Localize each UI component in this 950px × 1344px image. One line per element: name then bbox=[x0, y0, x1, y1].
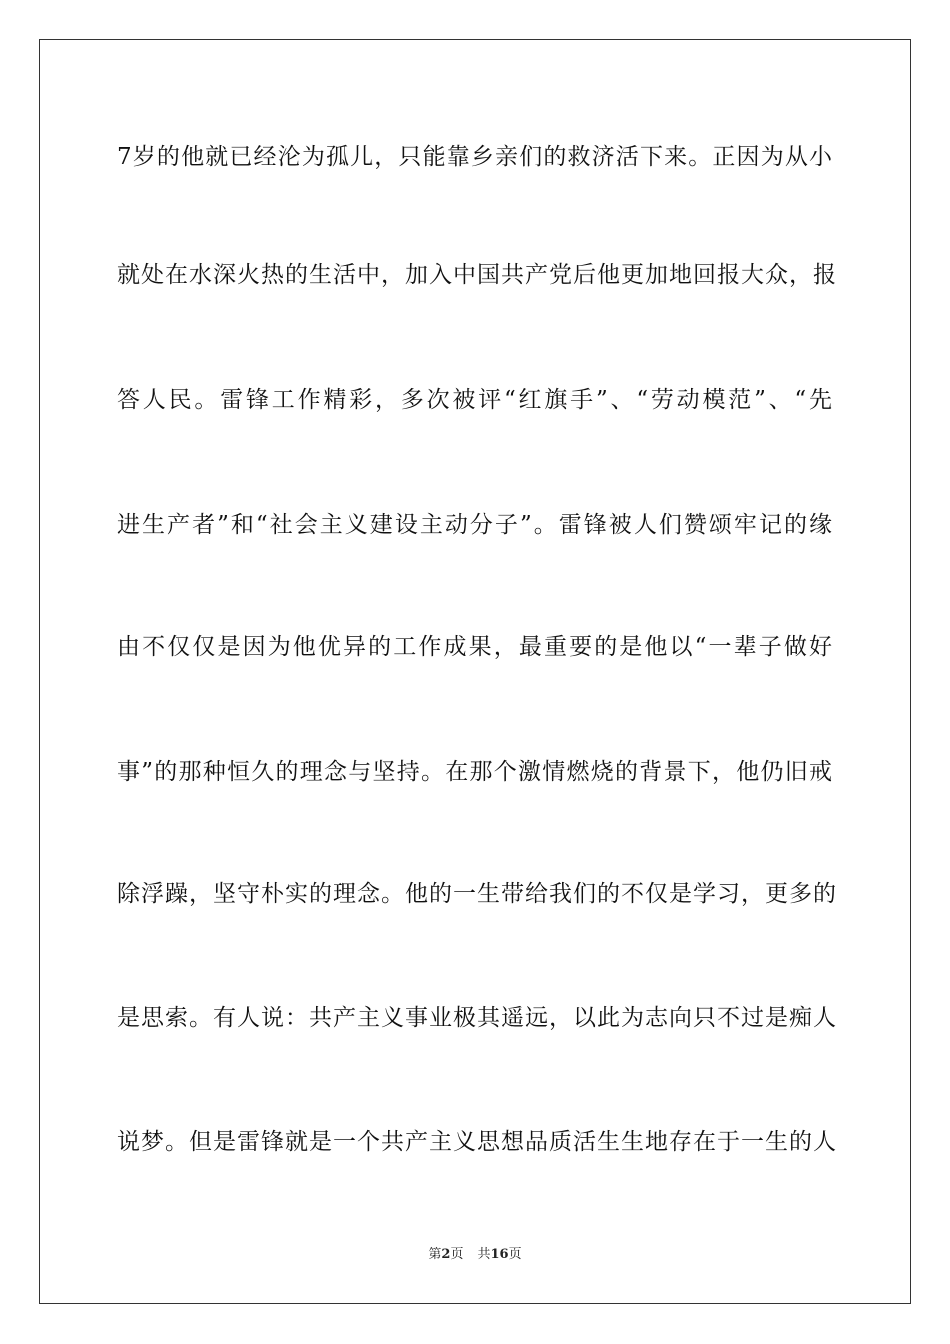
page-footer bbox=[0, 1245, 950, 1265]
total-prefix: 共 bbox=[477, 1247, 491, 1262]
body-text-line-1: 7岁的他就已经沦为孤儿，只能靠乡亲们的救济活下来。正因为从小 bbox=[117, 144, 833, 170]
total-suffix: 页 bbox=[508, 1247, 522, 1262]
body-text-line-3: 答人民。雷锋工作精彩，多次被评“红旗手”、“劳动模范”、“先 bbox=[117, 387, 833, 413]
body-text-line-4: 进生产者”和“社会主义建设主动分子”。雷锋被人们赞颂牢记的缘 bbox=[117, 512, 833, 538]
page-suffix: 页 bbox=[450, 1247, 464, 1262]
body-text-line-7: 除浮躁，坚守朴实的理念。他的一生带给我们的不仅是学习，更多的 bbox=[117, 881, 837, 907]
body-text-line-2: 就处在水深火热的生活中，加入中国共产党后他更加地回报大众，报 bbox=[117, 262, 837, 288]
body-text-line-9: 说梦。但是雷锋就是一个共产主义思想品质活生生地存在于一生的人 bbox=[117, 1129, 837, 1155]
page-border bbox=[39, 39, 911, 1304]
page-prefix: 第 bbox=[428, 1247, 442, 1262]
body-text-line-5: 由不仅仅是因为他优异的工作成果，最重要的是他以“一辈子做好 bbox=[117, 634, 833, 660]
body-text-line-6: 事”的那种恒久的理念与坚持。在那个激情燃烧的背景下，他仍旧戒 bbox=[117, 759, 833, 785]
current-page-number: 2 bbox=[441, 1247, 451, 1262]
body-text-line-8: 是思索。有人说：共产主义事业极其遥远，以此为志向只不过是痴人 bbox=[117, 1005, 837, 1031]
total-page-number: 16 bbox=[490, 1247, 509, 1262]
